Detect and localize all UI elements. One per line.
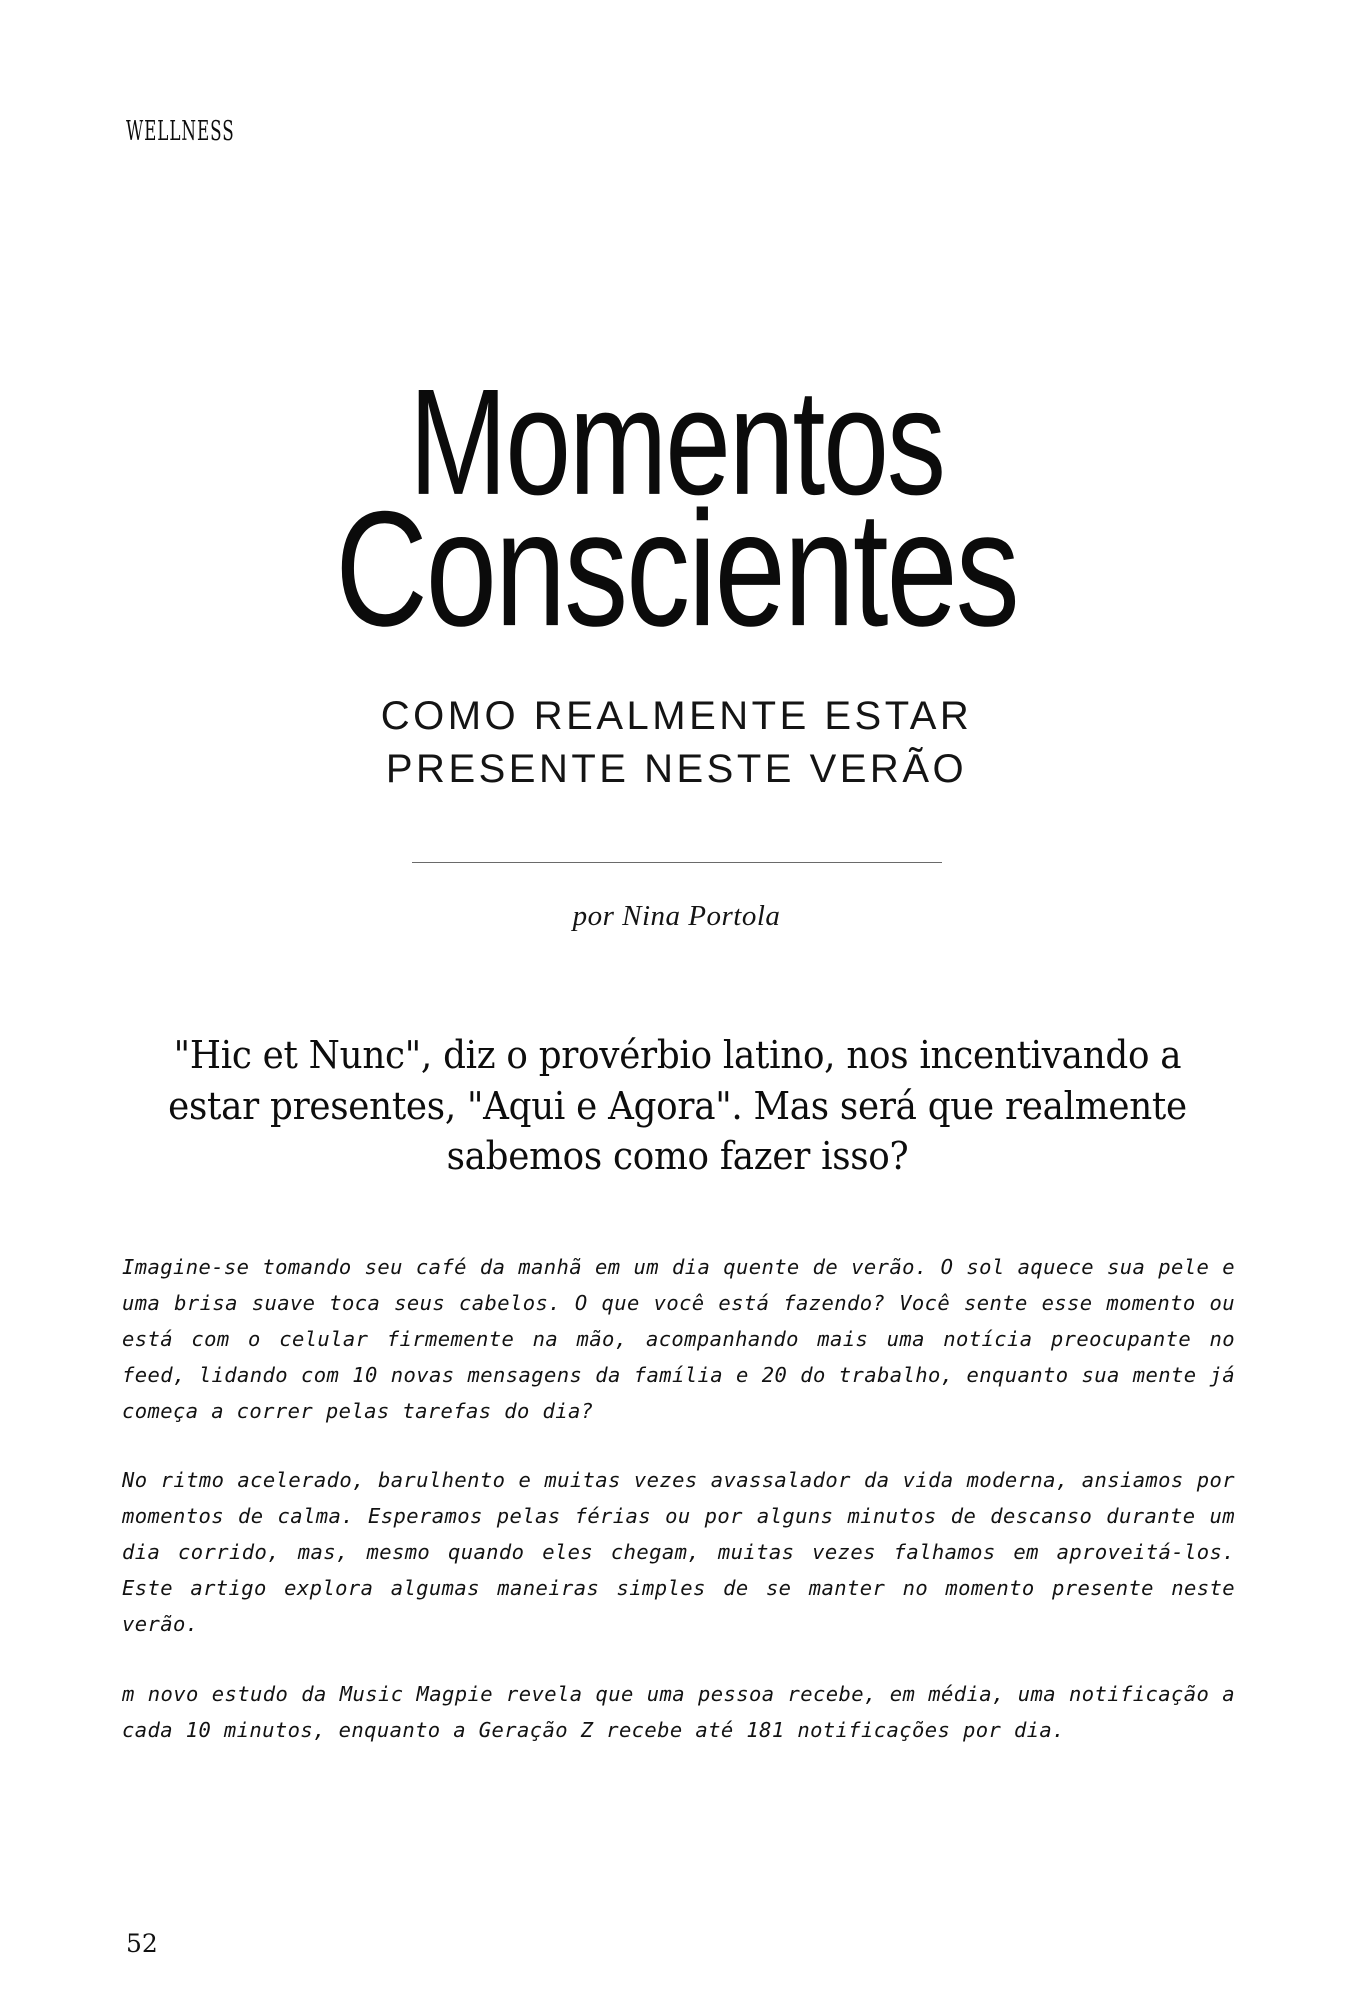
body-paragraph: Imagine-se tomando seu café da manhã em um dia quente de verão. O sol aquece sua pele e uma brisa suave toca seus cabelos. O que você está fazendo? Você sente esse momento ou está com o celular firmemente na mão, acompanhando mais uma notícia preocupante no feed, lidando com 10 novas mensagens da família e 20 do trabalho, enquanto sua mente já começa a correr pelas tarefas do dia? bbox=[122, 1255, 1235, 1423]
subtitle-line-1: COMO REALMENTE ESTAR bbox=[380, 694, 973, 738]
article-body bbox=[122, 1250, 1235, 1783]
byline: por Nina Portola bbox=[572, 900, 781, 932]
body-paragraph: No ritmo acelerado, barulhento e muitas vezes avassalador da vida moderna, ansiamos por momentos de calma. Esperamos pelas férias ou por alguns minutos de descanso durante um dia corrido, mas, mesmo quando eles chegam, muitas vezes falhamos em aproveitá-los. Este artigo explora algumas maneiras simples de se manter no momento presente neste verão. bbox=[122, 1468, 1235, 1636]
title-line-1: Momentos bbox=[409, 358, 944, 528]
section-kicker: WELLNESS bbox=[126, 116, 235, 147]
lede-paragraph: "Hic et Nunc", diz o provérbio latino, nos incentivando a estar presentes, "Aqui e Agora". Mas será que realmente sabemos como fazer isso? bbox=[168, 1033, 1187, 1179]
page-number: 52 bbox=[126, 1929, 158, 1958]
subtitle-line-2: PRESENTE NESTE VERÃO bbox=[385, 746, 968, 791]
title-line-2: Conscientes bbox=[335, 478, 1018, 662]
body-paragraph: m novo estudo da Music Magpie revela que uma pessoa recebe, em média, uma notificação a cada 10 minutos, enquanto a Geração Z recebe até 181 notificações por dia. bbox=[122, 1681, 1235, 1742]
divider-rule bbox=[412, 862, 942, 863]
article-subtitle bbox=[0, 690, 1353, 796]
article-title bbox=[0, 358, 1353, 662]
